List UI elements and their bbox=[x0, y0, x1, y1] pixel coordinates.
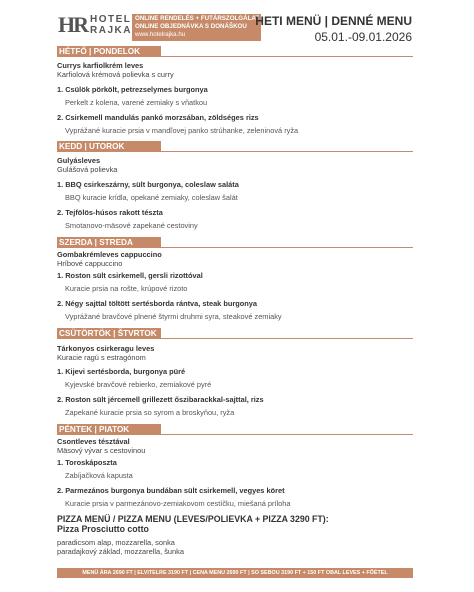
logo-mark: HR bbox=[58, 12, 87, 37]
menu-title-text: HETI MENÜ | DENNÉ MENU bbox=[255, 14, 412, 28]
soup-title: Csontleves tésztával bbox=[57, 437, 130, 446]
menu-item-desc: Kyjevské bravčové rebierko, zemiakové pyré bbox=[65, 380, 212, 389]
menu-item-desc: BBQ kuracie krídla, opekané zemiaky, coleslaw šalát bbox=[65, 193, 238, 202]
soup-title: Tárkonyos csirkeragu leves bbox=[57, 344, 155, 353]
menu-item-title: 2. Roston sült jércemell grillezett őszibarackkal-sajttal, rizs bbox=[57, 395, 264, 404]
promo-line-1: ONLINE RENDELÉS + FUTÁRSZOLGÁLAT bbox=[135, 15, 260, 22]
menu-item-desc: Zabíjačková kapusta bbox=[65, 471, 133, 480]
promo-line-2: ONLINE OBJEDNÁVKA S DONÁŠKOU bbox=[135, 22, 247, 30]
promo-box bbox=[132, 14, 261, 41]
menu-dates: 05.01.-09.01.2026 bbox=[314, 30, 412, 44]
logo-text bbox=[90, 14, 132, 36]
soup-desc: Hríbové cappuccino bbox=[57, 259, 123, 268]
menu-item-title: 1. Kijevi sertésborda, burgonya püré bbox=[57, 367, 186, 376]
menu-title bbox=[255, 14, 412, 44]
pizza-section bbox=[57, 514, 413, 556]
day-section-tuesday bbox=[57, 141, 413, 230]
menu-content bbox=[57, 46, 413, 556]
menu-item-desc: Perkelt z kolena, varené zemiaky s vňatkou bbox=[65, 98, 208, 107]
soup-desc: Mäsový vývar s cestovinou bbox=[57, 446, 146, 455]
menu-item-title: 2. Csirkemell mandulás pankó morzsában, zöldséges rizs bbox=[57, 113, 259, 122]
menu-item-desc: Kuracie prsia na rošte, krúpové rizoto bbox=[65, 284, 188, 293]
soup-desc: Karfiolová krémová polievka s curry bbox=[57, 70, 174, 79]
day-section-monday bbox=[57, 46, 413, 135]
menu-item-title: 1. Toroskáposzta bbox=[57, 458, 117, 467]
day-section-thursday bbox=[57, 328, 413, 417]
soup-desc: Kuracie ragú s estragónom bbox=[57, 353, 146, 362]
soup-title: Gulyásleves bbox=[57, 156, 101, 165]
menu-item-desc: Vyprážané kuracie prsia v mandľovej panko strúhanke, zeleninová ryža bbox=[65, 126, 299, 135]
promo-web-link[interactable]: www.hotelrajka.hu bbox=[135, 30, 186, 38]
pizza-desc-hu: paradicsom alap, mozzarella, sonka bbox=[57, 538, 175, 547]
day-header: PÉNTEK | PIATOK bbox=[57, 424, 161, 435]
logo-line-1: HOTEL bbox=[90, 14, 132, 25]
day-header: CSÜTÖRTÖK | ŠTVRTOK bbox=[57, 328, 161, 339]
day-section-wednesday bbox=[57, 237, 413, 321]
day-header: SZERDA | STREDA bbox=[57, 237, 161, 248]
menu-item-title: 2. Négy sajttal töltött sertésborda rántva, steak burgonya bbox=[57, 299, 258, 308]
menu-item-title: 1. BBQ csirkeszárny, sült burgonya, coleslaw saláta bbox=[57, 180, 239, 189]
menu-item-desc: Vyprážané bravčové plnené štyrmi druhmi syra, steakové zemiaky bbox=[65, 312, 282, 321]
menu-item-title: 1. Csülök pörkölt, petrezselymes burgonya bbox=[57, 85, 208, 94]
day-section-friday bbox=[57, 424, 413, 508]
menu-item-title: 2. Tejfölös-húsos rakott tészta bbox=[57, 208, 163, 217]
logo-line-2: RAJKA bbox=[90, 25, 132, 36]
soup-title: Currys karfiolkrém leves bbox=[57, 61, 144, 70]
menu-item-desc: Kuracie prsia v parmezánovo-zemiakovom cestíčku, miešaná príloha bbox=[65, 499, 291, 508]
menu-item-desc: Zapekané kuracie prsia so syrom a broskyňou, ryža bbox=[65, 408, 235, 417]
soup-title: Gombakrémleves cappuccino bbox=[57, 250, 162, 259]
pizza-heading: PIZZA MENÜ / PIZZA MENU (LEVES/POLIEVKA + PIZZA 3290 FT): bbox=[57, 514, 329, 524]
header bbox=[0, 0, 474, 46]
price-footer: MENÜ ÁRA 2690 FT | ELVITELRE 3190 FT | CENA MENU 2690 FT | SO SEBOU 3190 FT + 150 FT OBAL LEVES + FŐÉTEL bbox=[57, 568, 413, 578]
soup-desc: Gulášová polievka bbox=[57, 165, 118, 174]
pizza-name: Pizza Prosciutto cotto bbox=[57, 524, 149, 534]
menu-item-title: 1. Roston sült csirkemell, gersli rizottóval bbox=[57, 271, 203, 280]
menu-item-desc: Smotanovo-mäsové zapekané cestoviny bbox=[65, 221, 198, 230]
hotel-logo bbox=[58, 14, 132, 36]
day-header: KEDD | UTOROK bbox=[57, 141, 161, 152]
pizza-desc-sk: paradajkový základ, mozzarella, šunka bbox=[57, 547, 184, 556]
menu-item-title: 2. Parmezános burgonya bundában sült csirkemell, vegyes köret bbox=[57, 486, 285, 495]
day-header: HÉTFŐ | PONDELOK bbox=[57, 46, 161, 57]
